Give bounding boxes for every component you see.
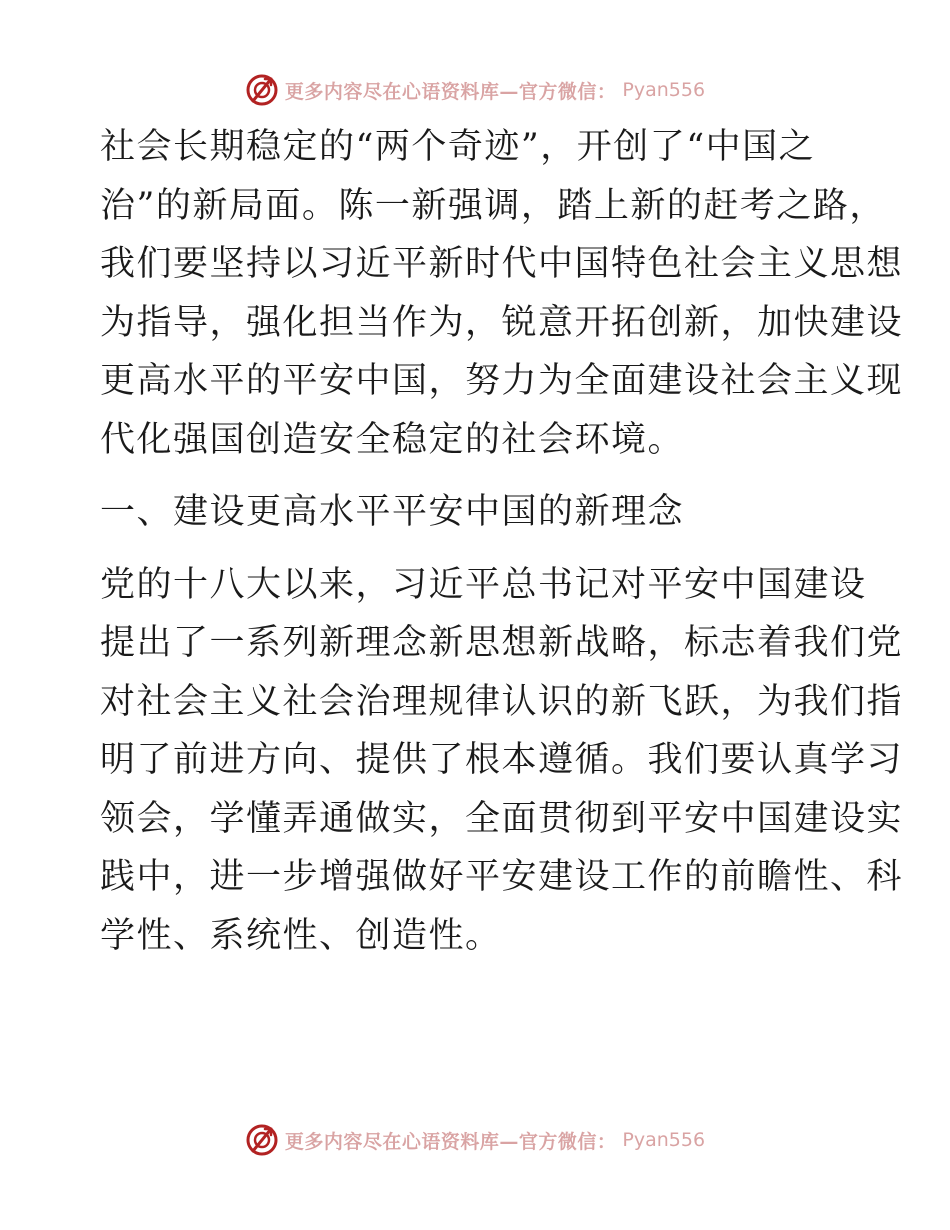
- text-line: 领会，学懂弄通做实，全面贯彻到平安中国建设实: [100, 798, 904, 839]
- paragraph-1: [100, 118, 904, 469]
- text-line: 对社会主义社会治理规律认识的新飞跃，为我们指: [100, 681, 904, 722]
- text-line: 践中，进一步增强做好平安建设工作的前瞻性、科: [100, 857, 904, 897]
- text-line: 学性、系统性、创造性。: [100, 915, 502, 956]
- text-line: 治”的新局面。陈一新强调，踏上新的赶考之路，: [100, 185, 886, 226]
- footer-banner: [0, 1120, 950, 1160]
- text-line: 明了前进方向、提供了根本遵循。我们要认真学习: [100, 740, 904, 780]
- header-banner: [0, 70, 950, 110]
- logo-icon: [245, 1123, 279, 1157]
- text-line: 为指导，强化担当作为，锐意开拓创新，加快建设: [100, 302, 904, 343]
- footer-wechat-id: Pyan556: [622, 1129, 706, 1151]
- text-line: 社会长期稳定的“两个奇迹”，开创了“中国之: [100, 127, 816, 167]
- text-line: 提出了一系列新理念新思想新战略，标志着我们党: [100, 623, 904, 663]
- footer-banner-text: 更多内容尽在心语资料库—官方微信：: [284, 1130, 617, 1153]
- paragraph-2: [100, 556, 904, 966]
- header-banner-text: 更多内容尽在心语资料库—官方微信：: [284, 80, 617, 103]
- logo-icon: [245, 73, 279, 107]
- text-line: 更高水平的平安中国，努力为全面建设社会主义现: [100, 361, 904, 401]
- header-wechat-id: Pyan556: [622, 79, 706, 101]
- section-heading: 一、建设更高水平平安中国的新理念: [100, 492, 685, 532]
- text-line: 我们要坚持以习近平新时代中国特色社会主义思想: [100, 244, 904, 284]
- text-line: 党的十八大以来，习近平总书记对平安中国建设: [100, 564, 867, 605]
- text-line: 代化强国创造安全稳定的社会环境。: [100, 419, 685, 460]
- document-body: [100, 118, 904, 965]
